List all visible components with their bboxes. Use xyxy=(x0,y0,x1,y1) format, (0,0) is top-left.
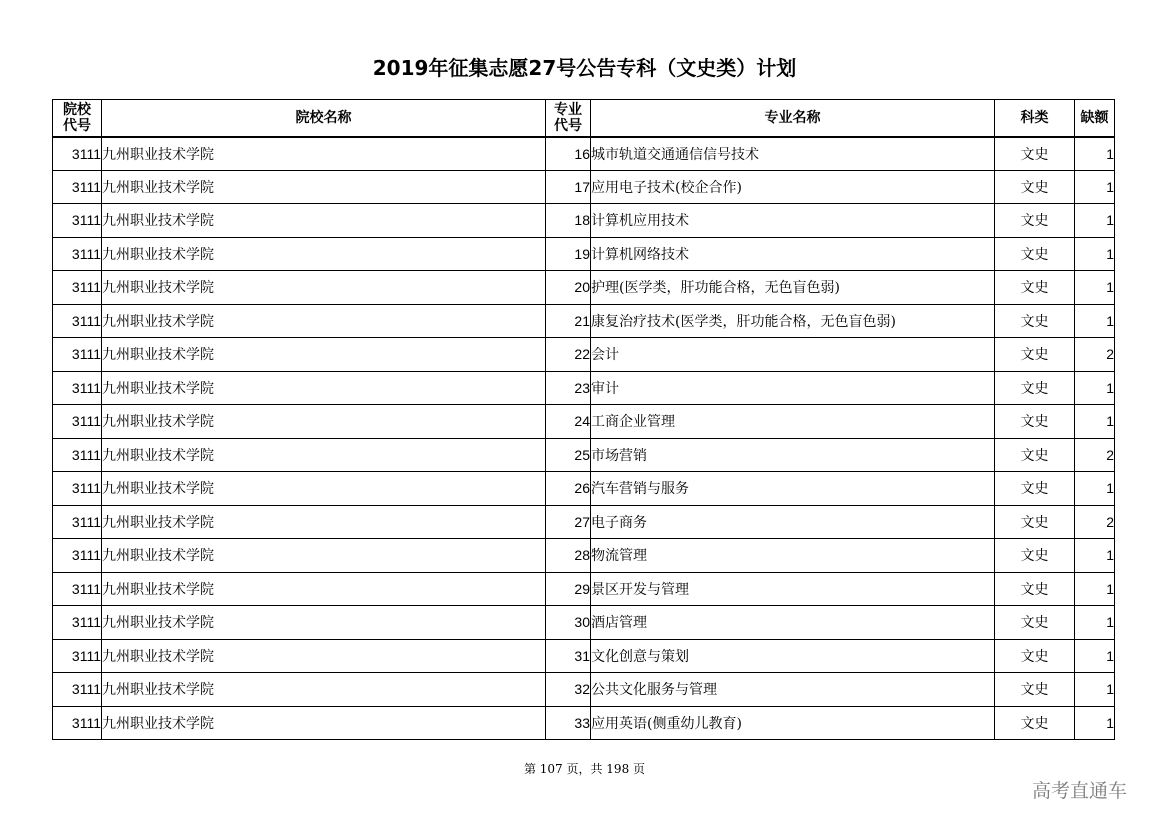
cell-vacancy: 1 xyxy=(1075,304,1115,338)
cell-major-name: 审计 xyxy=(591,371,995,405)
cell-category: 文史 xyxy=(995,405,1075,439)
cell-vacancy: 1 xyxy=(1075,706,1115,740)
cell-major-code: 28 xyxy=(546,539,591,573)
cell-category: 文史 xyxy=(995,271,1075,305)
cell-school-name: 九州职业技术学院 xyxy=(102,371,546,405)
cell-major-code: 22 xyxy=(546,338,591,372)
table-row xyxy=(53,271,1115,305)
table-row xyxy=(53,438,1115,472)
table-row xyxy=(53,371,1115,405)
cell-major-name: 会计 xyxy=(591,338,995,372)
cell-major-code: 24 xyxy=(546,405,591,439)
cell-major-code: 31 xyxy=(546,639,591,673)
cell-school-name: 九州职业技术学院 xyxy=(102,304,546,338)
cell-vacancy: 1 xyxy=(1075,271,1115,305)
cell-category: 文史 xyxy=(995,505,1075,539)
cell-major-code: 20 xyxy=(546,271,591,305)
table-row xyxy=(53,505,1115,539)
header-major-name: 专业名称 xyxy=(591,100,995,137)
cell-major-code: 16 xyxy=(546,137,591,171)
page-title: 2019年征集志愿27号公告专科（文史类）计划 xyxy=(372,56,797,80)
cell-major-code: 26 xyxy=(546,472,591,506)
cell-major-name: 计算机网络技术 xyxy=(591,237,995,271)
cell-school-code: 3111 xyxy=(53,673,102,707)
cell-school-code: 3111 xyxy=(53,271,102,305)
table-row xyxy=(53,472,1115,506)
cell-school-code: 3111 xyxy=(53,405,102,439)
cell-category: 文史 xyxy=(995,304,1075,338)
cell-major-code: 23 xyxy=(546,371,591,405)
cell-school-name: 九州职业技术学院 xyxy=(102,706,546,740)
cell-category: 文史 xyxy=(995,371,1075,405)
cell-major-name: 汽车营销与服务 xyxy=(591,472,995,506)
table-row xyxy=(53,572,1115,606)
cell-category: 文史 xyxy=(995,170,1075,204)
cell-major-code: 25 xyxy=(546,438,591,472)
table-row xyxy=(53,304,1115,338)
cell-school-code: 3111 xyxy=(53,304,102,338)
header-school-code-label: 院校代号 xyxy=(62,101,91,134)
cell-vacancy: 1 xyxy=(1075,371,1115,405)
watermark-logo: 高考直通车 xyxy=(1032,780,1128,802)
cell-major-name: 城市轨道交通通信信号技术 xyxy=(591,137,995,171)
cell-vacancy: 1 xyxy=(1075,572,1115,606)
cell-category: 文史 xyxy=(995,472,1075,506)
cell-vacancy: 1 xyxy=(1075,639,1115,673)
cell-major-code: 17 xyxy=(546,170,591,204)
cell-vacancy: 1 xyxy=(1075,472,1115,506)
cell-school-code: 3111 xyxy=(53,170,102,204)
cell-school-name: 九州职业技术学院 xyxy=(102,472,546,506)
cell-major-code: 27 xyxy=(546,505,591,539)
table-row xyxy=(53,137,1115,171)
cell-school-code: 3111 xyxy=(53,606,102,640)
cell-school-name: 九州职业技术学院 xyxy=(102,137,546,171)
cell-school-name: 九州职业技术学院 xyxy=(102,405,546,439)
cell-school-name: 九州职业技术学院 xyxy=(102,505,546,539)
cell-major-code: 18 xyxy=(546,204,591,238)
cell-school-name: 九州职业技术学院 xyxy=(102,170,546,204)
cell-school-name: 九州职业技术学院 xyxy=(102,438,546,472)
cell-major-name: 应用电子技术(校企合作) xyxy=(591,170,995,204)
cell-school-name: 九州职业技术学院 xyxy=(102,572,546,606)
cell-major-name: 物流管理 xyxy=(591,539,995,573)
cell-vacancy: 1 xyxy=(1075,170,1115,204)
cell-major-code: 29 xyxy=(546,572,591,606)
cell-major-name: 市场营销 xyxy=(591,438,995,472)
table-row xyxy=(53,338,1115,372)
cell-category: 文史 xyxy=(995,137,1075,171)
cell-category: 文史 xyxy=(995,438,1075,472)
cell-major-code: 30 xyxy=(546,606,591,640)
cell-school-name: 九州职业技术学院 xyxy=(102,338,546,372)
cell-major-name: 康复治疗技术(医学类，肝功能合格，无色盲色弱) xyxy=(591,304,995,338)
page-footer: 第 107 页，共 198 页 xyxy=(523,762,646,776)
cell-major-name: 酒店管理 xyxy=(591,606,995,640)
cell-major-name: 公共文化服务与管理 xyxy=(591,673,995,707)
cell-major-name: 工商企业管理 xyxy=(591,405,995,439)
cell-category: 文史 xyxy=(995,338,1075,372)
table-row xyxy=(53,706,1115,740)
cell-school-name: 九州职业技术学院 xyxy=(102,606,546,640)
cell-category: 文史 xyxy=(995,204,1075,238)
cell-vacancy: 1 xyxy=(1075,606,1115,640)
header-category: 科类 xyxy=(995,100,1075,137)
cell-category: 文史 xyxy=(995,673,1075,707)
cell-school-code: 3111 xyxy=(53,371,102,405)
header-school-code xyxy=(53,100,102,137)
cell-category: 文史 xyxy=(995,639,1075,673)
table-row xyxy=(53,204,1115,238)
cell-school-code: 3111 xyxy=(53,137,102,171)
table-row xyxy=(53,539,1115,573)
table-row xyxy=(53,673,1115,707)
cell-vacancy: 1 xyxy=(1075,539,1115,573)
header-vacancy: 缺额 xyxy=(1075,100,1115,137)
cell-school-code: 3111 xyxy=(53,639,102,673)
cell-vacancy: 1 xyxy=(1075,673,1115,707)
cell-school-name: 九州职业技术学院 xyxy=(102,204,546,238)
cell-vacancy: 2 xyxy=(1075,438,1115,472)
cell-school-code: 3111 xyxy=(53,572,102,606)
table-row xyxy=(53,170,1115,204)
enrollment-plan-table xyxy=(52,99,1115,740)
cell-school-code: 3111 xyxy=(53,438,102,472)
cell-major-code: 21 xyxy=(546,304,591,338)
cell-vacancy: 1 xyxy=(1075,204,1115,238)
cell-school-code: 3111 xyxy=(53,505,102,539)
cell-category: 文史 xyxy=(995,706,1075,740)
cell-school-code: 3111 xyxy=(53,472,102,506)
cell-major-name: 应用英语(侧重幼儿教育) xyxy=(591,706,995,740)
table-row xyxy=(53,237,1115,271)
table-row xyxy=(53,639,1115,673)
cell-school-code: 3111 xyxy=(53,237,102,271)
cell-vacancy: 1 xyxy=(1075,137,1115,171)
cell-category: 文史 xyxy=(995,539,1075,573)
header-school-name: 院校名称 xyxy=(102,100,546,137)
cell-category: 文史 xyxy=(995,572,1075,606)
cell-major-code: 32 xyxy=(546,673,591,707)
cell-vacancy: 2 xyxy=(1075,338,1115,372)
table-body xyxy=(53,137,1115,740)
cell-school-code: 3111 xyxy=(53,204,102,238)
cell-vacancy: 1 xyxy=(1075,405,1115,439)
cell-major-name: 计算机应用技术 xyxy=(591,204,995,238)
cell-category: 文史 xyxy=(995,237,1075,271)
cell-school-code: 3111 xyxy=(53,338,102,372)
cell-major-code: 19 xyxy=(546,237,591,271)
cell-school-name: 九州职业技术学院 xyxy=(102,237,546,271)
cell-major-code: 33 xyxy=(546,706,591,740)
table-header-row xyxy=(53,100,1115,137)
cell-vacancy: 1 xyxy=(1075,237,1115,271)
cell-school-name: 九州职业技术学院 xyxy=(102,539,546,573)
table-row xyxy=(53,405,1115,439)
cell-major-name: 文化创意与策划 xyxy=(591,639,995,673)
table-row xyxy=(53,606,1115,640)
header-major-code xyxy=(546,100,591,137)
cell-school-code: 3111 xyxy=(53,706,102,740)
cell-vacancy: 2 xyxy=(1075,505,1115,539)
cell-school-name: 九州职业技术学院 xyxy=(102,673,546,707)
cell-school-code: 3111 xyxy=(53,539,102,573)
cell-major-name: 景区开发与管理 xyxy=(591,572,995,606)
header-major-code-label: 专业代号 xyxy=(553,101,582,134)
cell-school-name: 九州职业技术学院 xyxy=(102,271,546,305)
cell-category: 文史 xyxy=(995,606,1075,640)
cell-major-name: 电子商务 xyxy=(591,505,995,539)
cell-school-name: 九州职业技术学院 xyxy=(102,639,546,673)
cell-major-name: 护理(医学类，肝功能合格，无色盲色弱) xyxy=(591,271,995,305)
